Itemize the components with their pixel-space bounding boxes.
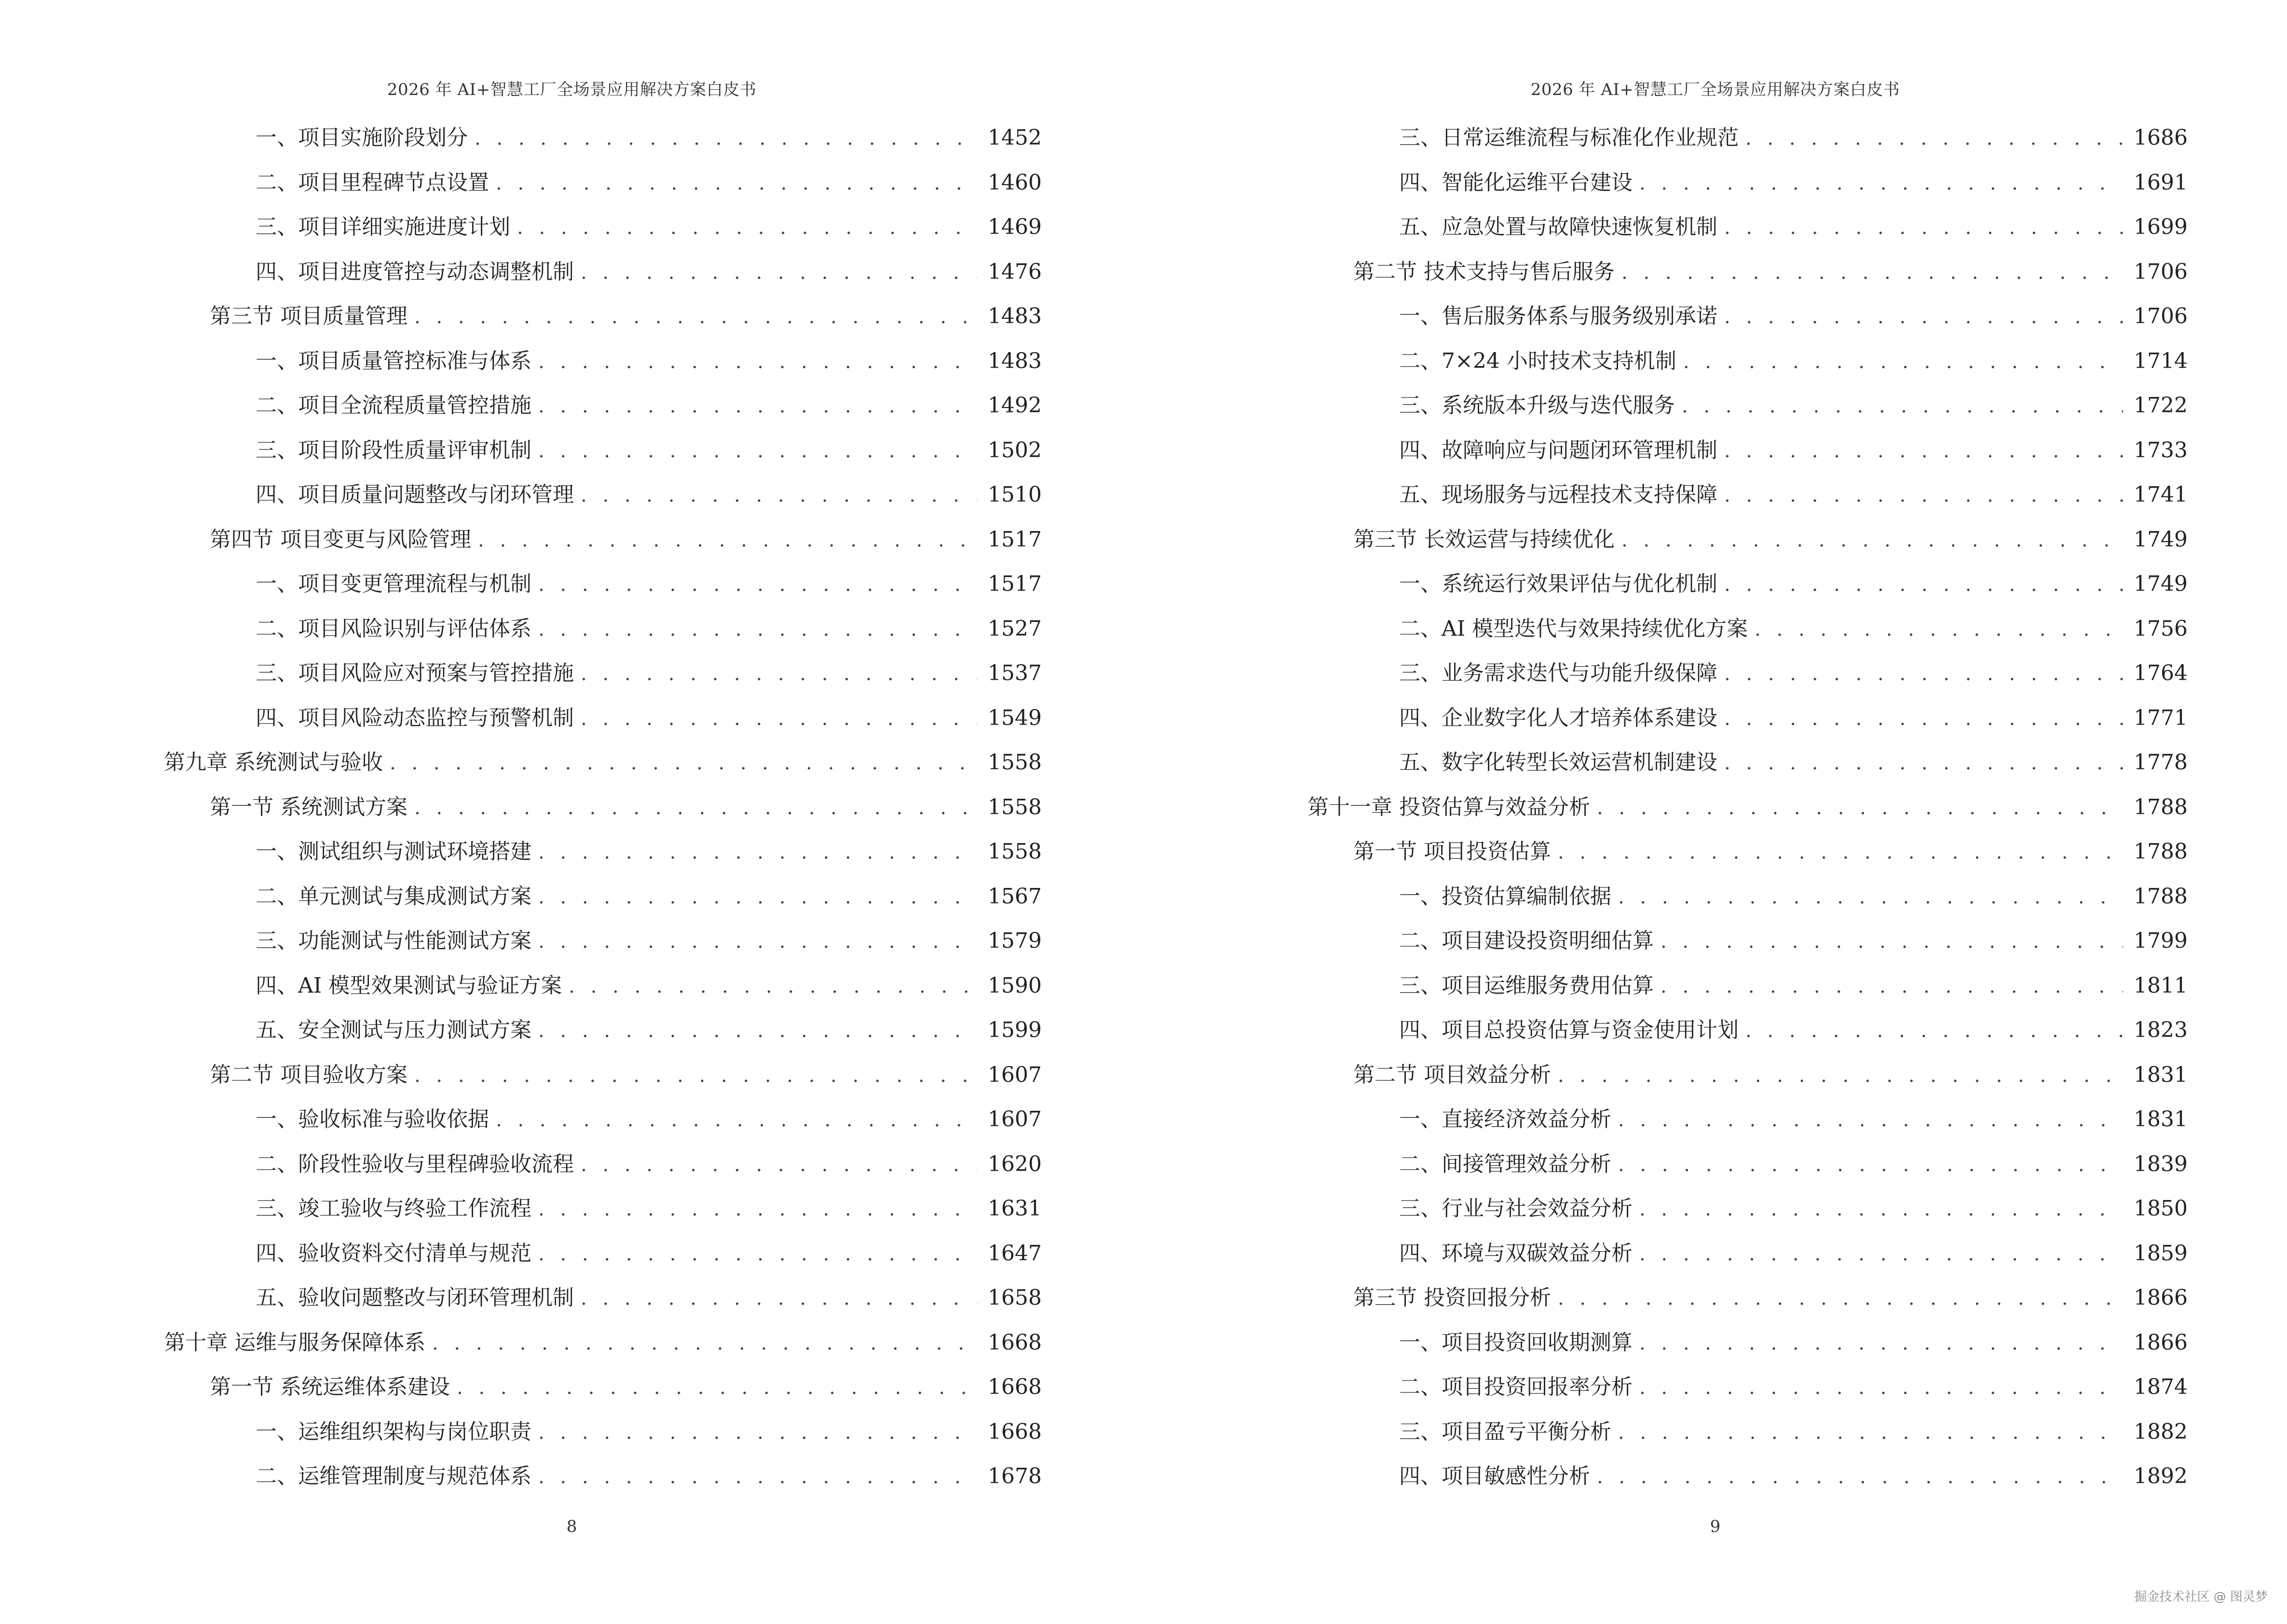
dot-leader [538, 875, 977, 920]
dot-leader [478, 518, 977, 563]
toc-entry-title: 第四节 项目变更与风险管理 [210, 527, 471, 552]
toc-entry-page-number: 1668 [988, 1330, 1042, 1355]
toc-entry-page-number: 1831 [2134, 1107, 2188, 1132]
toc-entry-title: 二、阶段性验收与里程碑验收流程 [256, 1151, 574, 1176]
page-number: 9 [1710, 1517, 1721, 1536]
toc-entry[interactable] [164, 1142, 1042, 1187]
toc-entry[interactable] [1307, 250, 2188, 295]
dot-leader [538, 830, 977, 875]
toc-entry-title: 四、智能化运维平台建设 [1399, 170, 1633, 195]
toc-entry-page-number: 1558 [988, 839, 1042, 864]
toc-entry-title: 三、项目详细实施进度计划 [256, 215, 510, 239]
toc-entry[interactable] [164, 830, 1042, 874]
toc-entry[interactable] [164, 161, 1042, 205]
dot-leader [1724, 696, 2123, 741]
toc-entry[interactable] [164, 651, 1042, 696]
toc-entry-page-number: 1788 [2134, 884, 2188, 909]
toc-entry-page-number: 1749 [2134, 527, 2188, 552]
toc-entry-page-number: 1607 [988, 1107, 1042, 1132]
toc-entry-title: 二、项目里程碑节点设置 [256, 170, 489, 195]
toc-entry[interactable] [1307, 830, 2188, 874]
dot-leader [581, 1143, 977, 1187]
dot-leader [1724, 741, 2123, 786]
dot-leader [1618, 1098, 2123, 1143]
dot-leader [538, 340, 977, 384]
dot-leader [1683, 340, 2123, 384]
dot-leader [1682, 384, 2123, 429]
toc-entry[interactable] [164, 1410, 1042, 1455]
toc-entry-title: 四、故障响应与问题闭环管理机制 [1399, 437, 1717, 463]
dot-leader [414, 786, 977, 831]
toc-entry-title: 三、项目盈亏平衡分析 [1399, 1419, 1611, 1444]
dot-leader [581, 250, 977, 295]
toc-entry-page-number: 1678 [988, 1464, 1042, 1488]
toc-entry-page-number: 1866 [2134, 1330, 2188, 1355]
dot-leader [1597, 786, 2123, 831]
toc-entry-page-number: 1778 [2134, 750, 2188, 775]
toc-entry-page-number: 1537 [988, 661, 1042, 685]
toc-entry-page-number: 1839 [2134, 1151, 2188, 1176]
toc-entry-title: 三、业务需求迭代与功能升级保障 [1399, 661, 1717, 685]
toc-entry[interactable] [1307, 874, 2188, 919]
toc-entry-page-number: 1510 [988, 482, 1042, 507]
toc-entry[interactable] [1307, 428, 2188, 473]
dot-leader [390, 741, 977, 786]
dot-leader [1724, 473, 2123, 518]
toc-entry[interactable] [1307, 785, 2188, 830]
toc-entry-page-number: 1706 [2134, 304, 2188, 328]
dot-leader [581, 696, 977, 741]
toc-entry-page-number: 1874 [2134, 1375, 2188, 1399]
toc-entry-title: 二、项目建设投资明细估算 [1399, 928, 1654, 953]
toc-entry-page-number: 1668 [988, 1375, 1042, 1399]
toc-entry-page-number: 1607 [988, 1062, 1042, 1087]
dot-leader [1621, 250, 2123, 295]
dot-leader [538, 1009, 977, 1053]
toc-entry-page-number: 1517 [988, 527, 1042, 552]
toc-entry-title: 四、项目质量问题整改与闭环管理 [256, 482, 574, 507]
toc-entry[interactable] [164, 1454, 1042, 1499]
toc-entry[interactable] [164, 473, 1042, 518]
toc-entry[interactable] [1307, 1231, 2188, 1276]
toc-entry-title: 一、测试组织与测试环境搭建 [256, 839, 531, 864]
dot-leader [538, 1410, 977, 1455]
toc-entry[interactable] [1307, 1365, 2188, 1410]
toc-entry-title: 第三节 项目质量管理 [210, 304, 408, 328]
toc-entry-title: 四、AI 模型效果测试与验证方案 [256, 973, 562, 998]
toc-entry[interactable] [1307, 562, 2188, 607]
toc-entry-page-number: 1892 [2134, 1464, 2188, 1488]
toc-entry-title: 三、系统版本升级与迭代服务 [1399, 393, 1675, 418]
toc-entry[interactable] [1307, 964, 2188, 1009]
toc-entry-page-number: 1620 [988, 1151, 1042, 1176]
toc-entry-page-number: 1811 [2134, 973, 2188, 998]
dot-leader [496, 161, 977, 206]
toc-entry-title: 第二节 技术支持与售后服务 [1353, 259, 1615, 284]
toc-entry[interactable] [164, 1053, 1042, 1098]
toc-entry-title: 三、日常运维流程与标准化作业规范 [1399, 125, 1739, 150]
toc-entry-title: 三、项目风险应对预案与管控措施 [256, 661, 574, 685]
toc-entry-page-number: 1799 [2134, 928, 2188, 953]
toc-entry-page-number: 1831 [2134, 1062, 2188, 1087]
toc-entry-title: 四、项目敏感性分析 [1399, 1464, 1590, 1488]
watermark: 掘金技术社区 @ 图灵梦 [2134, 1590, 2268, 1604]
toc-entry-page-number: 1699 [2134, 215, 2188, 239]
toc-entry-page-number: 1850 [2134, 1196, 2188, 1221]
dot-leader [538, 384, 977, 429]
toc-entry-page-number: 1823 [2134, 1018, 2188, 1042]
dot-leader [1724, 652, 2123, 696]
toc-entry-title: 二、7×24 小时技术支持机制 [1399, 348, 1676, 373]
toc-entry[interactable] [1307, 1321, 2188, 1365]
dot-leader [1724, 205, 2123, 250]
toc-entry[interactable] [164, 339, 1042, 384]
toc-entry-page-number: 1771 [2134, 705, 2188, 730]
toc-entry-page-number: 1686 [2134, 125, 2188, 150]
toc-entry[interactable] [164, 740, 1042, 785]
toc-entry-title: 五、应急处置与故障快速恢复机制 [1399, 215, 1717, 239]
toc-entry[interactable] [164, 562, 1042, 607]
toc-entry-page-number: 1749 [2134, 572, 2188, 596]
dot-leader [581, 1276, 977, 1321]
toc-entry[interactable] [1307, 161, 2188, 205]
toc-entry-page-number: 1460 [988, 170, 1042, 195]
toc-entry[interactable] [1307, 1142, 2188, 1187]
toc-entry-page-number: 1668 [988, 1419, 1042, 1444]
toc-entry-page-number: 1452 [988, 125, 1042, 150]
dot-leader [1661, 964, 2123, 1009]
toc-entry[interactable] [1307, 1454, 2188, 1499]
toc-entry-title: 二、项目投资回报率分析 [1399, 1375, 1633, 1399]
toc-entry[interactable] [164, 1187, 1042, 1231]
toc-entry-title: 五、数字化转型长效运营机制建设 [1399, 750, 1717, 775]
dot-leader [1724, 295, 2123, 340]
toc-entry-title: 四、环境与双碳效益分析 [1399, 1241, 1633, 1266]
toc-entry-page-number: 1492 [988, 393, 1042, 418]
toc-entry-title: 一、项目质量管控标准与体系 [256, 348, 531, 373]
toc-entry-title: 二、单元测试与集成测试方案 [256, 884, 531, 909]
toc-entry-page-number: 1691 [2134, 170, 2188, 195]
dot-leader [538, 1232, 977, 1277]
toc-entry[interactable] [1307, 1276, 2188, 1321]
running-header: 2026 年 AI+智慧工厂全场景应用解决方案白皮书 [1530, 80, 1900, 99]
dot-leader [1755, 607, 2123, 652]
toc-entry-title: 二、项目风险识别与评估体系 [256, 616, 531, 641]
toc-entry-title: 四、验收资料交付清单与规范 [256, 1241, 531, 1266]
toc-entry-page-number: 1469 [988, 215, 1042, 239]
toc-entry-page-number: 1788 [2134, 839, 2188, 864]
dot-leader [538, 607, 977, 652]
toc-entry-title: 五、验收问题整改与闭环管理机制 [256, 1285, 574, 1310]
toc-entry-title: 第三节 投资回报分析 [1353, 1285, 1551, 1310]
toc-entry-page-number: 1631 [988, 1196, 1042, 1221]
dot-leader [1639, 1365, 2123, 1410]
running-header: 2026 年 AI+智慧工厂全场景应用解决方案白皮书 [387, 80, 757, 99]
toc-entry[interactable] [1307, 383, 2188, 428]
toc-entry-title: 二、运维管理制度与规范体系 [256, 1464, 531, 1488]
toc-entry-title: 三、竣工验收与终验工作流程 [256, 1196, 531, 1221]
dot-leader [1639, 161, 2123, 206]
toc-entry-title: 二、间接管理效益分析 [1399, 1151, 1611, 1176]
toc-entry[interactable] [1307, 696, 2188, 741]
toc-entry-title: 二、项目全流程质量管控措施 [256, 393, 531, 418]
toc-entry-page-number: 1764 [2134, 661, 2188, 685]
toc-entry-title: 三、功能测试与性能测试方案 [256, 928, 531, 953]
toc-entry-title: 第九章 系统测试与验收 [164, 750, 383, 775]
toc-entry[interactable] [164, 518, 1042, 562]
toc-entry[interactable] [164, 1276, 1042, 1321]
toc-entry-title: 第一节 项目投资估算 [1353, 839, 1551, 864]
dot-leader [1745, 116, 2123, 161]
dot-leader [1639, 1187, 2123, 1232]
toc-entry-page-number: 1502 [988, 437, 1042, 463]
toc-entry[interactable] [1307, 205, 2188, 250]
toc-entry-title: 第一节 系统测试方案 [210, 794, 408, 819]
dot-leader [538, 562, 977, 607]
dot-leader [517, 205, 977, 250]
toc-entry-title: 第三节 长效运营与持续优化 [1353, 527, 1615, 552]
toc-entry[interactable] [164, 1097, 1042, 1142]
toc-entry-title: 第二节 项目效益分析 [1353, 1062, 1551, 1087]
toc-entry[interactable] [1307, 1053, 2188, 1098]
toc-entry-page-number: 1527 [988, 616, 1042, 641]
toc-entry-title: 三、项目运维服务费用估算 [1399, 973, 1654, 998]
toc-entry-title: 一、项目变更管理流程与机制 [256, 572, 531, 596]
dot-leader [581, 652, 977, 696]
toc-entry[interactable] [164, 1321, 1042, 1365]
dot-leader [1618, 1410, 2123, 1455]
toc-entry[interactable] [164, 1365, 1042, 1410]
toc-entry-title: 四、项目风险动态监控与预警机制 [256, 705, 574, 730]
toc-entry-page-number: 1647 [988, 1241, 1042, 1266]
dot-leader [1639, 1321, 2123, 1366]
toc-entry-title: 一、直接经济效益分析 [1399, 1107, 1611, 1132]
dot-leader [414, 295, 977, 340]
dot-leader [1724, 562, 2123, 607]
toc-entry-title: 一、系统运行效果评估与优化机制 [1399, 572, 1717, 596]
toc-entry-title: 二、AI 模型迭代与效果持续优化方案 [1399, 616, 1748, 641]
toc-entry-title: 一、投资估算编制依据 [1399, 884, 1611, 909]
toc-entry[interactable] [164, 919, 1042, 964]
toc-entry[interactable] [164, 205, 1042, 250]
toc-entry-page-number: 1517 [988, 572, 1042, 596]
toc-entry-page-number: 1882 [2134, 1419, 2188, 1444]
dot-leader [581, 473, 977, 518]
toc-entry-page-number: 1483 [988, 348, 1042, 373]
toc-entry-page-number: 1549 [988, 705, 1042, 730]
toc-entry-page-number: 1599 [988, 1018, 1042, 1042]
toc-entry[interactable] [164, 1231, 1042, 1276]
toc-entry-title: 三、行业与社会效益分析 [1399, 1196, 1633, 1221]
dot-leader [432, 1321, 977, 1366]
toc-entry-title: 五、现场服务与远程技术支持保障 [1399, 482, 1717, 507]
toc-entry-page-number: 1567 [988, 884, 1042, 909]
toc-entry[interactable] [1307, 740, 2188, 785]
toc-entry[interactable] [164, 1008, 1042, 1053]
toc-entry-title: 四、项目进度管控与动态调整机制 [256, 259, 574, 284]
toc-entry-page-number: 1733 [2134, 437, 2188, 463]
toc-entry-page-number: 1658 [988, 1285, 1042, 1310]
toc-entry-title: 第一节 系统运维体系建设 [210, 1375, 450, 1399]
page-number: 8 [566, 1517, 577, 1536]
toc-entry-title: 一、项目投资回收期测算 [1399, 1330, 1633, 1355]
dot-leader [1724, 429, 2123, 474]
toc-entry[interactable] [1307, 651, 2188, 696]
dot-leader [1618, 1143, 2123, 1187]
dot-leader [1618, 875, 2123, 920]
toc-entry-page-number: 1756 [2134, 616, 2188, 641]
toc-entry[interactable] [1307, 1410, 2188, 1455]
toc-entry-page-number: 1788 [2134, 794, 2188, 819]
toc-entry-page-number: 1558 [988, 750, 1042, 775]
toc-entry[interactable] [1307, 607, 2188, 652]
dot-leader [1639, 1232, 2123, 1277]
toc-entry[interactable] [164, 607, 1042, 652]
toc-entry-title: 一、验收标准与验收依据 [256, 1107, 489, 1132]
toc-list [164, 116, 1042, 1505]
dot-leader [1558, 1276, 2123, 1321]
toc-entry-title: 第十章 运维与服务保障体系 [164, 1330, 425, 1355]
dot-leader [538, 1187, 977, 1232]
dot-leader [475, 116, 977, 161]
toc-entry-page-number: 1866 [2134, 1285, 2188, 1310]
dot-leader [1621, 518, 2123, 563]
dot-leader [569, 964, 977, 1009]
toc-entry-page-number: 1558 [988, 794, 1042, 819]
dot-leader [457, 1365, 977, 1410]
toc-entry[interactable] [1307, 473, 2188, 518]
toc-entry-page-number: 1722 [2134, 393, 2188, 418]
dot-leader [1661, 919, 2123, 964]
toc-entry[interactable] [164, 383, 1042, 428]
toc-entry[interactable] [1307, 1008, 2188, 1053]
toc-entry[interactable] [1307, 294, 2188, 339]
toc-entry[interactable] [164, 250, 1042, 295]
toc-entry[interactable] [164, 294, 1042, 339]
toc-entry-page-number: 1476 [988, 259, 1042, 284]
dot-leader [1745, 1009, 2123, 1053]
toc-entry-page-number: 1741 [2134, 482, 2188, 507]
toc-entry[interactable] [1307, 1097, 2188, 1142]
toc-entry-title: 五、安全测试与压力测试方案 [256, 1018, 531, 1042]
toc-entry[interactable] [164, 116, 1042, 161]
toc-entry[interactable] [164, 696, 1042, 741]
dot-leader [538, 429, 977, 474]
toc-entry[interactable] [1307, 919, 2188, 964]
toc-entry-title: 第二节 项目验收方案 [210, 1062, 408, 1087]
toc-entry-title: 一、售后服务体系与服务级别承诺 [1399, 304, 1717, 328]
toc-entry-title: 一、项目实施阶段划分 [256, 125, 468, 150]
toc-entry-page-number: 1579 [988, 928, 1042, 953]
toc-entry-page-number: 1859 [2134, 1241, 2188, 1266]
dot-leader [414, 1053, 977, 1098]
dot-leader [496, 1098, 977, 1143]
toc-entry-title: 三、项目阶段性质量评审机制 [256, 437, 531, 463]
toc-entry[interactable] [164, 785, 1042, 830]
toc-entry-page-number: 1714 [2134, 348, 2188, 373]
toc-entry[interactable] [1307, 518, 2188, 562]
toc-entry-title: 四、项目总投资估算与资金使用计划 [1399, 1018, 1739, 1042]
toc-entry[interactable] [164, 428, 1042, 473]
toc-entry-title: 四、企业数字化人才培养体系建设 [1399, 705, 1717, 730]
toc-entry[interactable] [1307, 1187, 2188, 1231]
toc-entry-page-number: 1590 [988, 973, 1042, 998]
toc-entry[interactable] [1307, 116, 2188, 161]
dot-leader [1558, 830, 2123, 875]
toc-entry-page-number: 1706 [2134, 259, 2188, 284]
toc-entry[interactable] [164, 874, 1042, 919]
toc-entry[interactable] [1307, 339, 2188, 384]
toc-entry[interactable] [164, 964, 1042, 1009]
dot-leader [538, 1455, 977, 1500]
toc-entry-title: 一、运维组织架构与岗位职责 [256, 1419, 531, 1444]
toc-list [1307, 116, 2188, 1505]
dot-leader [1558, 1053, 2123, 1098]
toc-page-right [1144, 0, 2287, 1624]
toc-entry-page-number: 1483 [988, 304, 1042, 328]
dot-leader [1597, 1455, 2123, 1500]
toc-entry-title: 第十一章 投资估算与效益分析 [1307, 794, 1590, 819]
dot-leader [538, 919, 977, 964]
